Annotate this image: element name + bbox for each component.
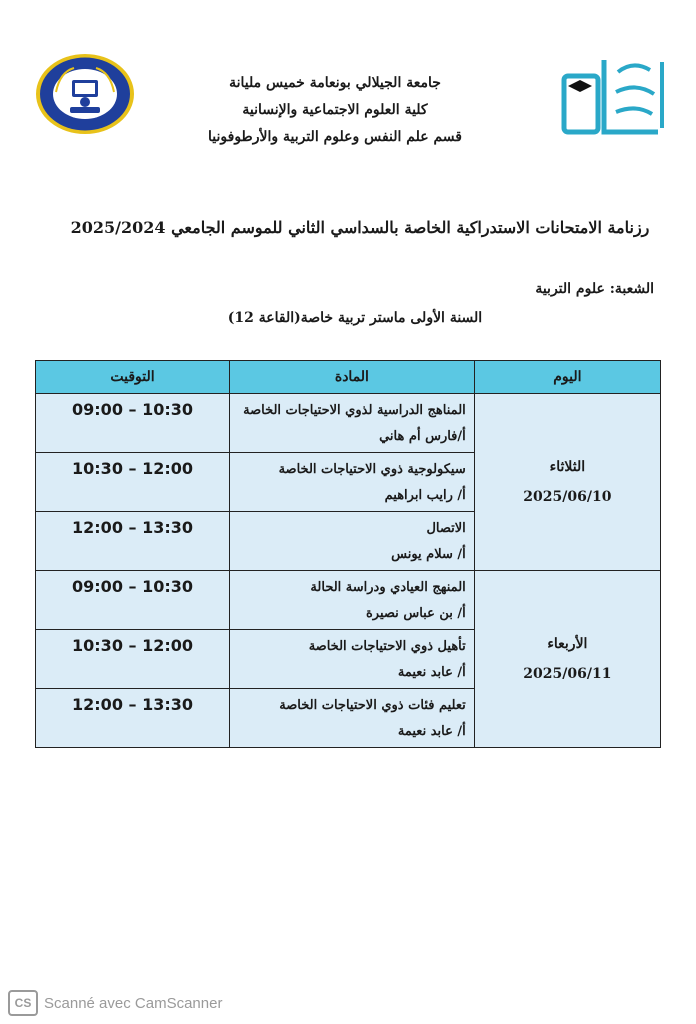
professor-name: أ/ سلام يونس — [391, 547, 466, 562]
time-cell: 10:30 – 09:00 — [36, 571, 230, 630]
subject-cell — [230, 571, 475, 630]
institution-header — [200, 70, 470, 151]
subject-name: المنهج العيادي ودراسة الحالة — [310, 580, 466, 595]
time-cell: 12:00 – 10:30 — [36, 453, 230, 512]
university-name: جامعة الجيلالي بونعامة خميس مليانة — [229, 75, 441, 91]
subject-cell — [230, 630, 475, 689]
faculty-name: كلية العلوم الاجتماعية والإنسانية — [242, 102, 428, 118]
professor-name: أ/ عابد نعيمة — [397, 665, 466, 680]
camscanner-text: Scanné avec CamScanner — [44, 994, 223, 1012]
time-cell: 12:00 – 10:30 — [36, 630, 230, 689]
subject-name: الاتصال — [426, 521, 466, 536]
subject-cell — [230, 394, 475, 453]
subject-cell — [230, 689, 475, 748]
professor-name: أ/ عابد نعيمة — [397, 724, 466, 739]
document-title: رزنامة الامتحانات الاستدراكية الخاصة بالسداسي الثاني للموسم الجامعي 2025/2024 — [70, 218, 650, 237]
day-name: الثلاثاء — [549, 459, 586, 475]
day-cell-wednesday — [474, 571, 660, 748]
subject-name: تأهيل ذوي الاحتياجات الخاصة — [308, 639, 466, 654]
table-row — [36, 571, 661, 630]
time-cell: 10:30 – 09:00 — [36, 394, 230, 453]
faculty-seal-logo — [34, 52, 136, 136]
subject-name: المناهج الدراسية لذوي الاحتياجات الخاصة — [243, 403, 466, 418]
subject-cell — [230, 453, 475, 512]
time-cell: 13:30 – 12:00 — [36, 512, 230, 571]
day-date: 2025/06/10 — [523, 489, 612, 505]
year-group-label: السنة الأولى ماستر تربية خاصة(القاعة 12) — [227, 310, 483, 326]
time-cell: 13:30 – 12:00 — [36, 689, 230, 748]
professor-name: أ/ رايب ابراهيم — [384, 488, 466, 503]
table-header-row — [36, 361, 661, 394]
branch-label: الشعبة: علوم التربية — [535, 281, 654, 297]
camscanner-icon: CS — [8, 990, 38, 1016]
camscanner-watermark — [8, 990, 222, 1016]
professor-name: أ/ بن عباس نصيرة — [366, 606, 466, 621]
day-name: الأربعاء — [547, 636, 588, 652]
subject-cell — [230, 512, 475, 571]
subject-name: سيكولوجية ذوي الاحتياجات الخاصة — [278, 462, 466, 477]
table-row — [36, 394, 661, 453]
university-logo — [558, 52, 670, 138]
header-day: اليوم — [474, 361, 660, 394]
header-subject: المادة — [230, 361, 475, 394]
department-name: قسم علم النفس وعلوم التربية والأرطوفونيا — [208, 129, 462, 145]
day-cell-tuesday — [474, 394, 660, 571]
header-time: التوقيت — [36, 361, 230, 394]
exam-schedule-table — [35, 360, 661, 748]
day-date: 2025/06/11 — [523, 666, 612, 682]
subject-name: تعليم فئات ذوي الاحتياجات الخاصة — [279, 698, 466, 713]
professor-name: أ/فارس أم هاني — [379, 429, 466, 444]
